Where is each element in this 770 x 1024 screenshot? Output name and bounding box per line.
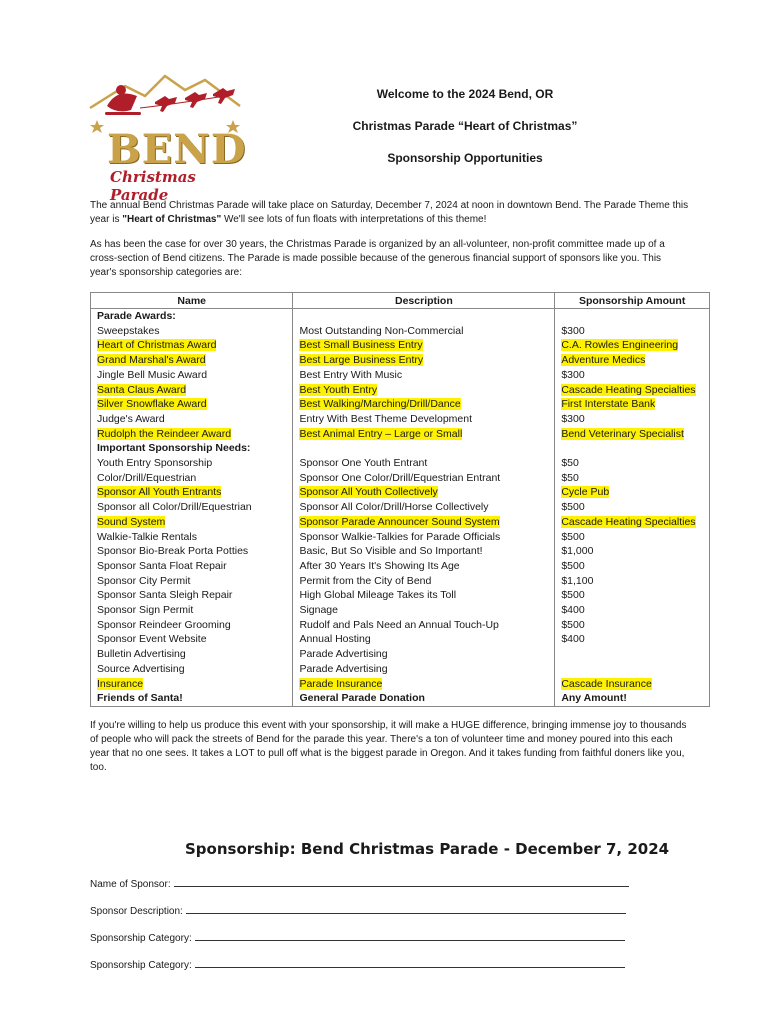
bend-christmas-parade-logo: [85, 68, 247, 204]
cell-text: Grand Marshal's Award: [97, 354, 206, 367]
cell-amt: [555, 471, 710, 486]
cell-text: Friends of Santa!: [97, 692, 183, 705]
cell-text: Sponsor Sign Permit: [97, 604, 194, 617]
cell-name: [91, 559, 293, 574]
cell-text: After 30 Years It's Showing Its Age: [299, 559, 460, 572]
field-blank[interactable]: [174, 876, 629, 887]
cell-desc: [293, 603, 555, 618]
field-blank[interactable]: [186, 903, 626, 914]
cell-name: [91, 618, 293, 633]
cell-text: Best Large Business Entry: [299, 354, 424, 367]
header-description: Description: [293, 293, 555, 309]
field-label: Sponsor Description:: [90, 906, 183, 917]
sponsor-name-field[interactable]: [90, 876, 629, 890]
cell-text: $300: [561, 368, 585, 381]
cell-amt: [555, 618, 710, 633]
field-label: Sponsorship Category:: [90, 933, 192, 944]
page-title: Welcome to the 2024 Bend, OR: [376, 87, 554, 101]
cell-amt: [555, 559, 710, 574]
intro-text-b: We'll see lots of fun floats with interpretations of this theme!: [221, 214, 487, 225]
cell-desc: [293, 574, 555, 589]
cell-text: Sponsor Reindeer Grooming: [97, 618, 231, 631]
cell-text: Walkie-Talkie Rentals: [97, 530, 197, 543]
cell-text: Sponsor all Color/Drill/Equestrian: [97, 501, 252, 514]
cell-name: [91, 338, 293, 353]
cell-name: [91, 324, 293, 339]
closing-paragraph: If you're willing to help us produce this event with your sponsorship, it will make a HUGE difference, bringing immense joy to thousands of people who will pack the streets of Bend for the parade this year. There's a ton of volunteer time and money poured into this each year that no one sees. It takes a LOT to pull off what is the biggest parade in Oregon. And it takes funding from faithful doners like you, too.: [90, 720, 687, 773]
cell-text: Sweepstakes: [97, 324, 160, 337]
cell-name: [91, 353, 293, 368]
cell-name: [91, 471, 293, 486]
table-row: [91, 677, 710, 692]
cell-amt: [555, 412, 710, 427]
cell-desc: [293, 691, 555, 706]
cell-desc: [293, 471, 555, 486]
cell-desc: [293, 500, 555, 515]
section-row: [91, 441, 710, 456]
cell-amt: [555, 691, 710, 706]
cell-desc: [293, 544, 555, 559]
cell-text: Sponsor City Permit: [97, 574, 191, 587]
cell-text: $500: [561, 589, 585, 602]
cell-text: Bend Veterinary Specialist: [561, 427, 684, 440]
cell-desc: [293, 456, 555, 471]
table-row: [91, 353, 710, 368]
cell-amt: [555, 500, 710, 515]
cell-text: Rudolph the Reindeer Award: [97, 427, 232, 440]
cell-text: Sponsor All Youth Collectively: [299, 486, 438, 499]
cell-text: Basic, But So Visible and So Important!: [299, 545, 483, 558]
section-label-awards: Parade Awards:: [91, 309, 293, 324]
cell-amt: [555, 647, 710, 662]
cell-text: Sponsor Santa Sleigh Repair: [97, 589, 233, 602]
cell-text: $300: [561, 412, 585, 425]
cell-text: Source Advertising: [97, 662, 185, 675]
table-row: [91, 397, 710, 412]
cell-text: Entry With Best Theme Development: [299, 412, 472, 425]
cell-text: Cascade Insurance: [561, 677, 652, 690]
intro-paragraph-2: As has been the case for over 30 years, the Christmas Parade is organized by an all-volunteer, non-profit committee made up of a cross-section of Bend citizens. The Parade is made possible because of the generous financial support of sponsors like you. This year's sponsorship categories are:: [90, 239, 665, 278]
table-row: [91, 618, 710, 633]
table-row: [91, 544, 710, 559]
cell-text: Parade Advertising: [299, 662, 388, 675]
cell-text: Best Entry With Music: [299, 368, 403, 381]
cell-amt: [555, 368, 710, 383]
cell-amt: [555, 632, 710, 647]
table-row: [91, 515, 710, 530]
cell-text: $400: [561, 633, 585, 646]
cell-name: [91, 515, 293, 530]
cell-text: Bulletin Advertising: [97, 648, 186, 661]
cell-text: Parade Insurance: [299, 677, 383, 690]
cell-text: Sponsor Santa Float Repair: [97, 559, 227, 572]
sponsorship-category-field-1[interactable]: [90, 930, 625, 944]
cell-desc: [293, 324, 555, 339]
cell-desc: [293, 485, 555, 500]
cell-text: Sponsor Walkie-Talkies for Parade Officials: [299, 530, 501, 543]
cell-text: Best Animal Entry – Large or Small: [299, 427, 463, 440]
cell-desc: [293, 588, 555, 603]
cell-text: Sponsor Bio-Break Porta Potties: [97, 545, 249, 558]
form-title: Sponsorship: Bend Christmas Parade - December 7, 2024: [185, 840, 670, 858]
cell-text: Most Outstanding Non-Commercial: [299, 324, 464, 337]
cell-desc: [293, 647, 555, 662]
field-blank[interactable]: [195, 957, 625, 968]
cell-text: Cascade Heating Specialties: [561, 515, 696, 528]
table-row: [91, 588, 710, 603]
table-row: [91, 338, 710, 353]
cell-name: [91, 588, 293, 603]
intro-text-a: The annual Bend Christmas Parade will take place on Saturday, December 7, 2024 at noon in downtown Bend. The Parade Theme this year is: [90, 200, 689, 225]
cell-name: [91, 677, 293, 692]
cell-name: [91, 544, 293, 559]
field-label: Name of Sponsor:: [90, 879, 171, 890]
cell-text: Color/Drill/Equestrian: [97, 471, 197, 484]
cell-text: Best Walking/Marching/Drill/Dance: [299, 398, 461, 411]
table-row: [91, 530, 710, 545]
cell-text: Cycle Pub: [561, 486, 610, 499]
intro-paragraph-1: [90, 199, 690, 227]
cell-text: Permit from the City of Bend: [299, 574, 432, 587]
cell-amt: [555, 588, 710, 603]
cell-text: $500: [561, 559, 585, 572]
cell-desc: [293, 618, 555, 633]
cell-text: Sponsor All Youth Entrants: [97, 486, 222, 499]
table-row: [91, 427, 710, 442]
field-label: Sponsorship Category:: [90, 960, 192, 971]
cell-text: Best Youth Entry: [299, 383, 378, 396]
cell-desc: [293, 412, 555, 427]
logo-bend-text: BEND: [107, 126, 247, 173]
cell-name: [91, 647, 293, 662]
table-row: [91, 324, 710, 339]
cell-text: General Parade Donation: [299, 692, 425, 705]
header-name: Name: [91, 293, 293, 309]
cell-desc: [293, 632, 555, 647]
cell-text: $50: [561, 471, 579, 484]
cell-name: [91, 485, 293, 500]
cell-desc: [293, 427, 555, 442]
cell-name: [91, 530, 293, 545]
cell-text: Adventure Medics: [561, 354, 646, 367]
cell-text: C.A. Rowles Engineering: [561, 339, 679, 352]
section-row: [91, 309, 710, 324]
cell-text: $50: [561, 457, 579, 470]
cell-text: Best Small Business Entry: [299, 339, 423, 352]
cell-desc: [293, 397, 555, 412]
cell-text: $500: [561, 501, 585, 514]
cell-text: $500: [561, 530, 585, 543]
cell-desc: [293, 677, 555, 692]
sponsor-description-field[interactable]: [90, 903, 626, 917]
cell-desc: [293, 338, 555, 353]
cell-text: Jingle Bell Music Award: [97, 368, 208, 381]
cell-text: $1,100: [561, 574, 594, 587]
cell-text: Annual Hosting: [299, 633, 371, 646]
table-row: [91, 471, 710, 486]
table-row: [91, 500, 710, 515]
cell-amt: [555, 530, 710, 545]
cell-text: Youth Entry Sponsorship: [97, 457, 213, 470]
cell-amt: [555, 353, 710, 368]
cell-name: [91, 500, 293, 515]
cell-text: First Interstate Bank: [561, 398, 656, 411]
table-row: [91, 559, 710, 574]
cell-amt: [555, 603, 710, 618]
table-row: [91, 574, 710, 589]
cell-text: $300: [561, 324, 585, 337]
cell-amt: [555, 677, 710, 692]
field-blank[interactable]: [195, 930, 625, 941]
cell-desc: [293, 368, 555, 383]
parade-name: Christmas Parade “Heart of Christmas”: [352, 119, 578, 133]
section-title: Sponsorship Opportunities: [387, 151, 543, 165]
cell-desc: [293, 559, 555, 574]
cell-text: Sponsor One Color/Drill/Equestrian Entrant: [299, 471, 501, 484]
section-label-needs: Important Sponsorship Needs:: [91, 441, 293, 456]
cell-text: Any Amount!: [561, 692, 627, 705]
cell-amt: [555, 383, 710, 398]
cell-amt: [555, 397, 710, 412]
cell-amt: [555, 338, 710, 353]
table-row: [91, 412, 710, 427]
cell-amt: [555, 662, 710, 677]
cell-name: [91, 691, 293, 706]
cell-name: [91, 427, 293, 442]
cell-text: Insurance: [97, 677, 144, 690]
header-amount: Sponsorship Amount: [555, 293, 710, 309]
cell-text: High Global Mileage Takes its Toll: [299, 589, 457, 602]
table-row: [91, 603, 710, 618]
cell-text: Judge's Award: [97, 412, 165, 425]
cell-amt: [555, 485, 710, 500]
table-row: [91, 632, 710, 647]
cell-text: Signage: [299, 604, 338, 617]
cell-text: Sponsor Event Website: [97, 633, 207, 646]
theme-name: "Heart of Christmas": [122, 214, 222, 225]
cell-desc: [293, 383, 555, 398]
cell-name: [91, 383, 293, 398]
table-row: [91, 691, 710, 706]
table-row: [91, 383, 710, 398]
cell-desc: [293, 530, 555, 545]
cell-name: [91, 412, 293, 427]
table-row: [91, 368, 710, 383]
cell-text: Heart of Christmas Award: [97, 339, 217, 352]
cell-name: [91, 368, 293, 383]
cell-text: Sound System: [97, 515, 166, 528]
cell-name: [91, 632, 293, 647]
table-row: [91, 456, 710, 471]
cell-text: $1,000: [561, 545, 594, 558]
cell-desc: [293, 662, 555, 677]
cell-amt: [555, 574, 710, 589]
cell-text: Parade Advertising: [299, 648, 388, 661]
cell-name: [91, 397, 293, 412]
cell-text: $400: [561, 604, 585, 617]
sponsorship-table: [90, 292, 710, 707]
cell-text: Sponsor One Youth Entrant: [299, 457, 428, 470]
cell-amt: [555, 427, 710, 442]
cell-name: [91, 662, 293, 677]
cell-amt: [555, 544, 710, 559]
cell-text: Santa Claus Award: [97, 383, 187, 396]
table-row: [91, 662, 710, 677]
cell-amt: [555, 515, 710, 530]
cell-name: [91, 574, 293, 589]
table-row: [91, 647, 710, 662]
table-row: [91, 485, 710, 500]
sponsorship-category-field-2[interactable]: [90, 957, 625, 971]
cell-amt: [555, 456, 710, 471]
cell-text: Cascade Heating Specialties: [561, 383, 696, 396]
cell-text: Sponsor Parade Announcer Sound System: [299, 515, 500, 528]
cell-desc: [293, 353, 555, 368]
cell-text: $500: [561, 618, 585, 631]
cell-text: Sponsor All Color/Drill/Horse Collectively: [299, 501, 489, 514]
cell-desc: [293, 515, 555, 530]
cell-amt: [555, 324, 710, 339]
logo-subtitle: Christmas Parade: [110, 168, 196, 204]
cell-text: Silver Snowflake Award: [97, 398, 207, 411]
cell-name: [91, 456, 293, 471]
cell-name: [91, 603, 293, 618]
cell-text: Rudolf and Pals Need an Annual Touch-Up: [299, 618, 499, 631]
